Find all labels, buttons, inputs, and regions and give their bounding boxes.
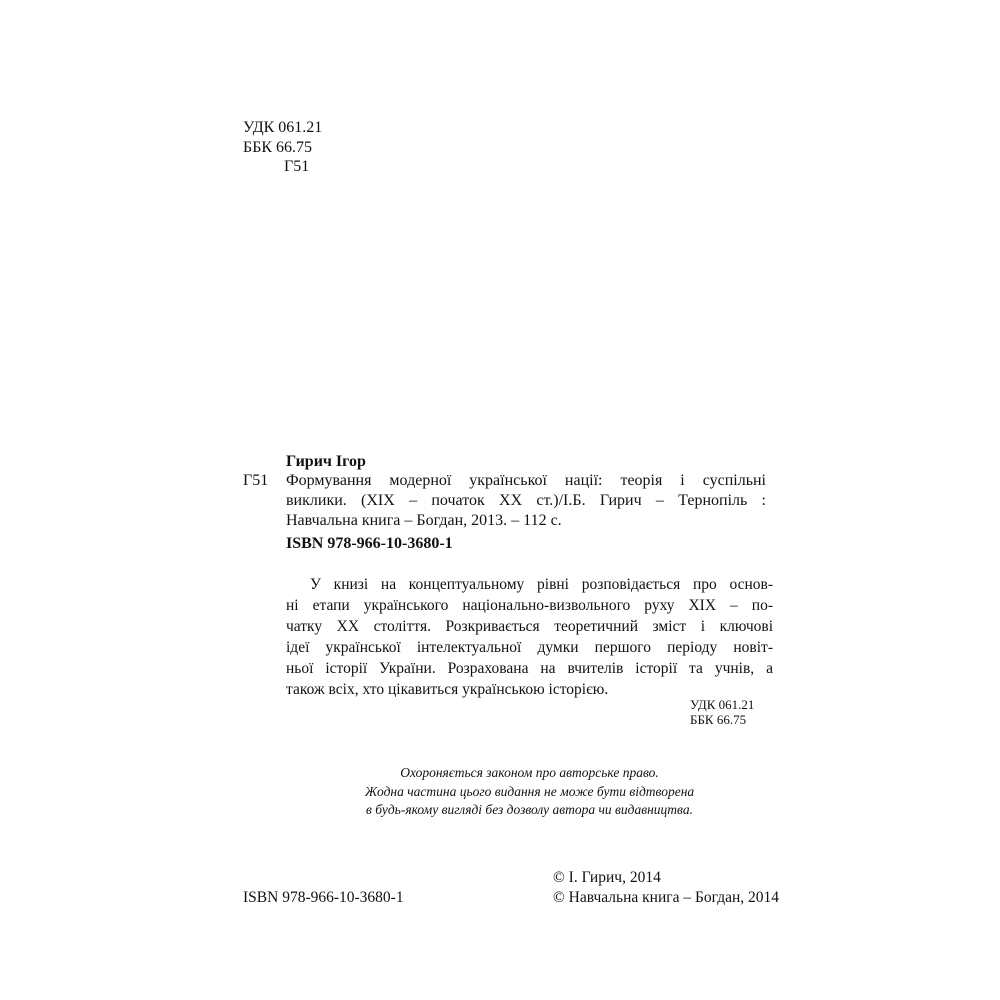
annotation <box>286 574 773 700</box>
notice-line: Охороняється законом про авторське право. <box>400 765 659 780</box>
author-mark-left: Г51 <box>243 472 269 489</box>
bibliographic-description <box>286 471 766 531</box>
annotation-line: ні етапи українського національно-визвольного руху XIX – по- <box>286 597 773 614</box>
isbn-main: ISBN 978-966-10-3680-1 <box>286 535 453 552</box>
notice-line: Жодна частина цього видання не може бути відтворена <box>364 783 695 799</box>
bbk-code-right: ББК 66.75 <box>690 712 747 727</box>
notice-line: в будь-якому вигляді без дозволу автора чи видавництва. <box>366 802 693 817</box>
annotation-line: У книзі на концептуальному рівні розповідається про основ- <box>310 576 773 593</box>
author-mark-top: Г51 <box>284 158 310 175</box>
copyright-notice <box>286 764 773 820</box>
author-name: Гирич Ігор <box>286 453 366 470</box>
bib-line: Формування модерної української нації: теорія і суспільні <box>286 472 766 489</box>
bib-line: виклики. (XIX – початок XX ст.)/І.Б. Гирич – Тернопіль : <box>286 492 766 509</box>
annotation-line: ідеї української інтелектуальної думки першого періоду новіт- <box>286 639 773 656</box>
copyright-author: © І. Гирич, 2014 <box>553 869 661 886</box>
bbk-code-top: ББК 66.75 <box>243 139 313 156</box>
udk-code-top: УДК 061.21 <box>243 119 323 136</box>
annotation-line: також всіх, хто цікавиться українською історією. <box>286 681 609 698</box>
bib-line: Навчальна книга – Богдан, 2013. – 112 с. <box>286 512 562 529</box>
isbn-footer: ISBN 978-966-10-3680-1 <box>243 889 404 906</box>
annotation-line: чатку XX століття. Розкривається теоретичний зміст і ключові <box>286 618 773 635</box>
copyright-publisher: © Навчальна книга – Богдан, 2014 <box>553 889 780 906</box>
annotation-line: ньої історії України. Розрахована на вчителів історії та учнів, а <box>286 660 773 677</box>
udk-code-right: УДК 061.21 <box>690 697 755 712</box>
